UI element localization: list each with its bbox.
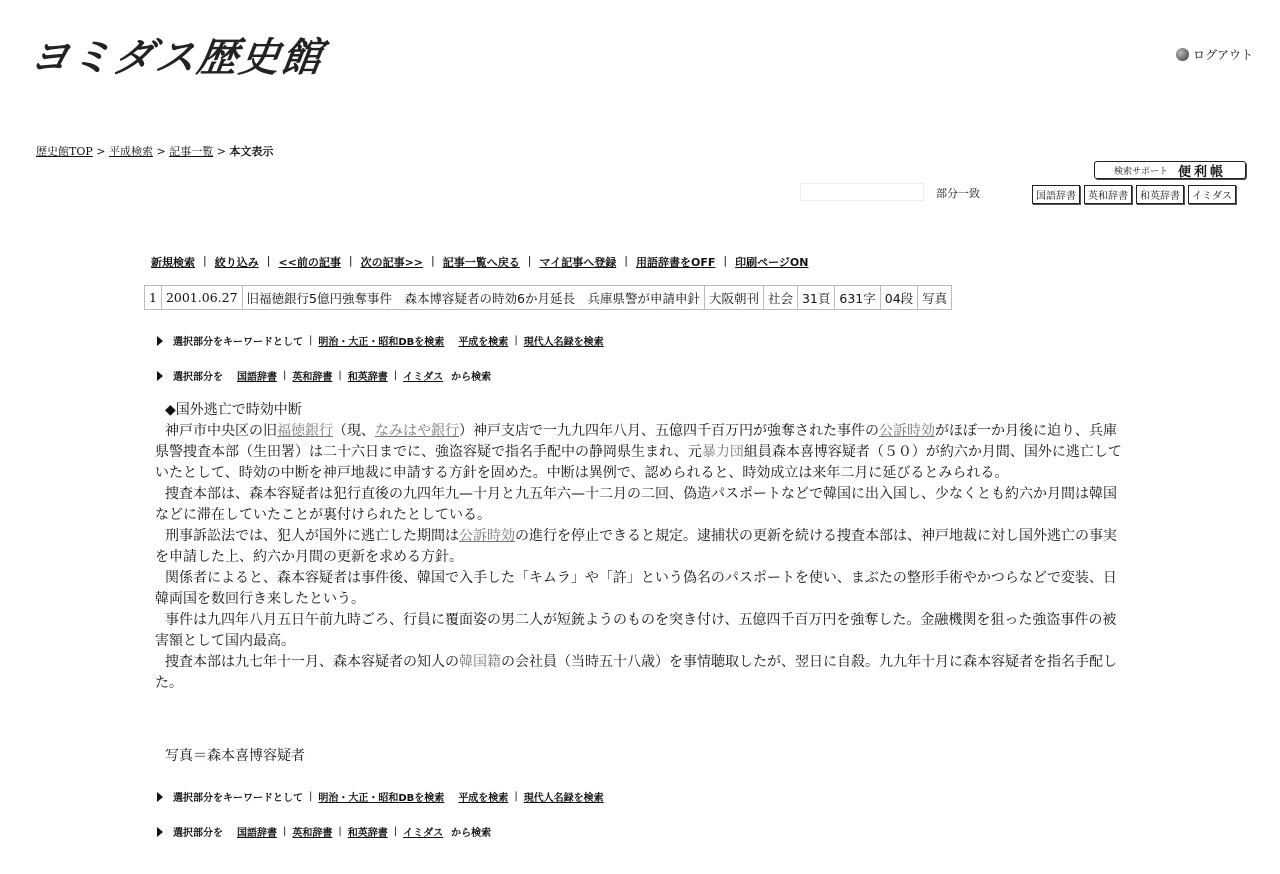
paragraph: 神戸市中央区の旧福徳銀行（現、なみはや銀行）神戸支店で一九九四年八月、五億四千百万円が強奪された事件の公訴時効がほぼ一か月後に迫り、兵庫県警捜査本部（生田署）は二十六日までに、強盗容疑で指名手配中の静岡県生まれ、元暴力団組員森本喜博容疑者（５０）が約六か月間、国外に逃亡していたとして、時効の中断を神戸地裁に申請する方針を固めた。中断は異例で、認められると、時効成立は来年二月に延びるとみられる。 <box>155 423 1122 481</box>
article-col: 04段 <box>880 286 917 310</box>
support-small-label: 検索サポート <box>1113 166 1168 177</box>
term-link[interactable]: 福徳銀行 <box>277 423 333 439</box>
breadcrumb-article-list[interactable]: 記事一覧 <box>169 145 214 158</box>
term-link[interactable]: 公訴時効 <box>879 423 935 439</box>
paragraph: 事件は九四年八月五日午前九時ごろ、行員に覆面姿の男二人が短銃ようのものを突き付け、五億四千百万円を強奪した。金融機関を狙った強盗事件の被害額として国内最高。 <box>155 612 1117 649</box>
kokugo-dict-button[interactable]: 国語辞書 <box>1032 185 1080 204</box>
article-section: 社会 <box>763 286 797 310</box>
back-to-list-link[interactable]: 記事一覧へ戻る <box>442 256 520 269</box>
waei-dict-button[interactable]: 和英辞書 <box>1136 185 1184 204</box>
term-link[interactable]: 韓国籍 <box>459 654 501 670</box>
paragraph: 捜査本部は九七年十一月、森本容疑者の知人の韓国籍の会社員（当時五十八歳）を事情聴取したが、翌日に自殺。九九年十月に森本容疑者を指名手配した。 <box>155 654 1117 691</box>
imidas-link[interactable]: イミダス <box>403 372 444 383</box>
paragraph: 刑事訴訟法では、犯人が国外に逃亡した期間は公訴時効の進行を停止できると規定。逮捕状の更新を続ける捜査本部は、神戸地裁に対し国外逃亡の事実を申請した上、約六か月間の更新を求める方針。 <box>155 528 1117 565</box>
jinmeiroku-search-link[interactable]: 現代人名録を検索 <box>523 793 604 804</box>
photo-caption: 写真＝森本喜博容疑者 <box>165 748 305 764</box>
article-heading: ◆国外逃亡で時効中断 <box>165 402 302 418</box>
logout-icon <box>1176 48 1189 61</box>
logout-label: ログアウト <box>1193 48 1254 62</box>
dict-tools-bottom: 選択部分を 国語辞書 | 英和辞書 | 和英辞書 | イミダス から検索 <box>157 824 491 839</box>
print-page-link[interactable]: 印刷ページON <box>735 256 809 269</box>
breadcrumb-heisei-search[interactable]: 平成検索 <box>108 145 153 158</box>
imidas-button[interactable]: イミダス <box>1188 185 1236 204</box>
save-my-article-link[interactable]: マイ記事へ登録 <box>539 256 617 269</box>
refine-link[interactable]: 絞り込み <box>214 256 259 269</box>
heisei-search-link[interactable]: 平成を検索 <box>458 793 509 804</box>
heisei-search-link[interactable]: 平成を検索 <box>458 337 509 348</box>
triangle-right-icon <box>157 827 163 837</box>
waei-dict-link[interactable]: 和英辞書 <box>347 828 388 839</box>
article-body <box>155 400 1130 694</box>
article-page: 31頁 <box>797 286 834 310</box>
eiwa-dict-link[interactable]: 英和辞書 <box>292 372 333 383</box>
article-actions: 新規検索 | 絞り込み | <<前の記事 | 次の記事>> | 記事一覧へ戻る | マイ記事へ登録 | 用語辞書をOFF | 印刷ページON <box>151 254 809 269</box>
prev-article-link[interactable]: <<前の記事 <box>278 256 341 269</box>
match-mode-select[interactable]: 部分一致 <box>936 187 980 200</box>
breadcrumb-current: 本文表示 <box>229 145 274 158</box>
jinmeiroku-search-link[interactable]: 現代人名録を検索 <box>523 337 604 348</box>
term-link[interactable]: なみはや銀行 <box>375 423 459 439</box>
search-support-button[interactable] <box>1094 161 1246 179</box>
article-title: 旧福徳銀行5億円強奪事件 森本博容疑者の時効6か月延長 兵庫県警が申請申針 <box>242 286 704 310</box>
article-paper: 大阪朝刊 <box>704 286 763 310</box>
keyword-tools-top: 選択部分をキーワードとして | 明治・大正・昭和DBを検索 平成を検索 | 現代人名録を検索 <box>157 333 604 348</box>
support-big-label: 便利帳 <box>1178 164 1227 180</box>
article-info-table <box>144 285 952 310</box>
term-link[interactable]: 暴力団 <box>701 444 744 460</box>
term-link[interactable]: 公訴時効 <box>459 528 515 544</box>
keyword-tools-bottom: 選択部分をキーワードとして | 明治・大正・昭和DBを検索 平成を検索 | 現代人名録を検索 <box>157 789 604 804</box>
article-photo: 写真 <box>918 286 952 310</box>
triangle-right-icon <box>157 336 163 346</box>
logout-button[interactable] <box>1176 46 1253 63</box>
eiwa-dict-button[interactable]: 英和辞書 <box>1084 185 1132 204</box>
article-no: 1 <box>145 286 162 310</box>
kokugo-dict-link[interactable]: 国語辞書 <box>237 828 277 839</box>
article-chars: 631字 <box>835 286 880 310</box>
dict-button-group <box>1032 185 1236 204</box>
term-dict-toggle-link[interactable]: 用語辞書をOFF <box>635 256 716 269</box>
triangle-right-icon <box>157 792 163 802</box>
breadcrumb-top[interactable]: 歴史館TOP <box>36 145 93 158</box>
paragraph: 関係者によると、森本容疑者は事件後、韓国で入手した「キムラ」や「許」という偽名のパスポートを使い、まぶたの整形手術やかつらなどで変装、日韓両国を数回行き来したという。 <box>155 570 1117 607</box>
new-search-link[interactable]: 新規検索 <box>151 256 195 269</box>
dict-tools-top: 選択部分を 国語辞書 | 英和辞書 | 和英辞書 | イミダス から検索 <box>157 368 491 383</box>
triangle-right-icon <box>157 371 163 381</box>
article-date: 2001.06.27 <box>161 286 242 310</box>
next-article-link[interactable]: 次の記事>> <box>360 256 424 269</box>
kokugo-dict-link[interactable]: 国語辞書 <box>237 372 277 383</box>
meiji-db-search-link[interactable]: 明治・大正・昭和DBを検索 <box>318 337 445 348</box>
waei-dict-link[interactable]: 和英辞書 <box>347 372 388 383</box>
breadcrumb: 歴史館TOP > 平成検索 > 記事一覧 > 本文表示 <box>36 145 274 158</box>
table-row <box>145 286 952 310</box>
meiji-db-search-link[interactable]: 明治・大正・昭和DBを検索 <box>318 793 445 804</box>
site-logo: ヨミダス歴史館 <box>26 35 327 81</box>
paragraph: 捜査本部は、森本容疑者は犯行直後の九四年九—十月と九五年六—十二月の二回、偽造パスポートなどで韓国に出入国し、少なくとも約六か月間は韓国などに滞在していたことが裏付けられたとしている。 <box>155 486 1117 523</box>
eiwa-dict-link[interactable]: 英和辞書 <box>292 828 333 839</box>
dict-search-input[interactable] <box>800 183 924 201</box>
imidas-link[interactable]: イミダス <box>403 828 444 839</box>
